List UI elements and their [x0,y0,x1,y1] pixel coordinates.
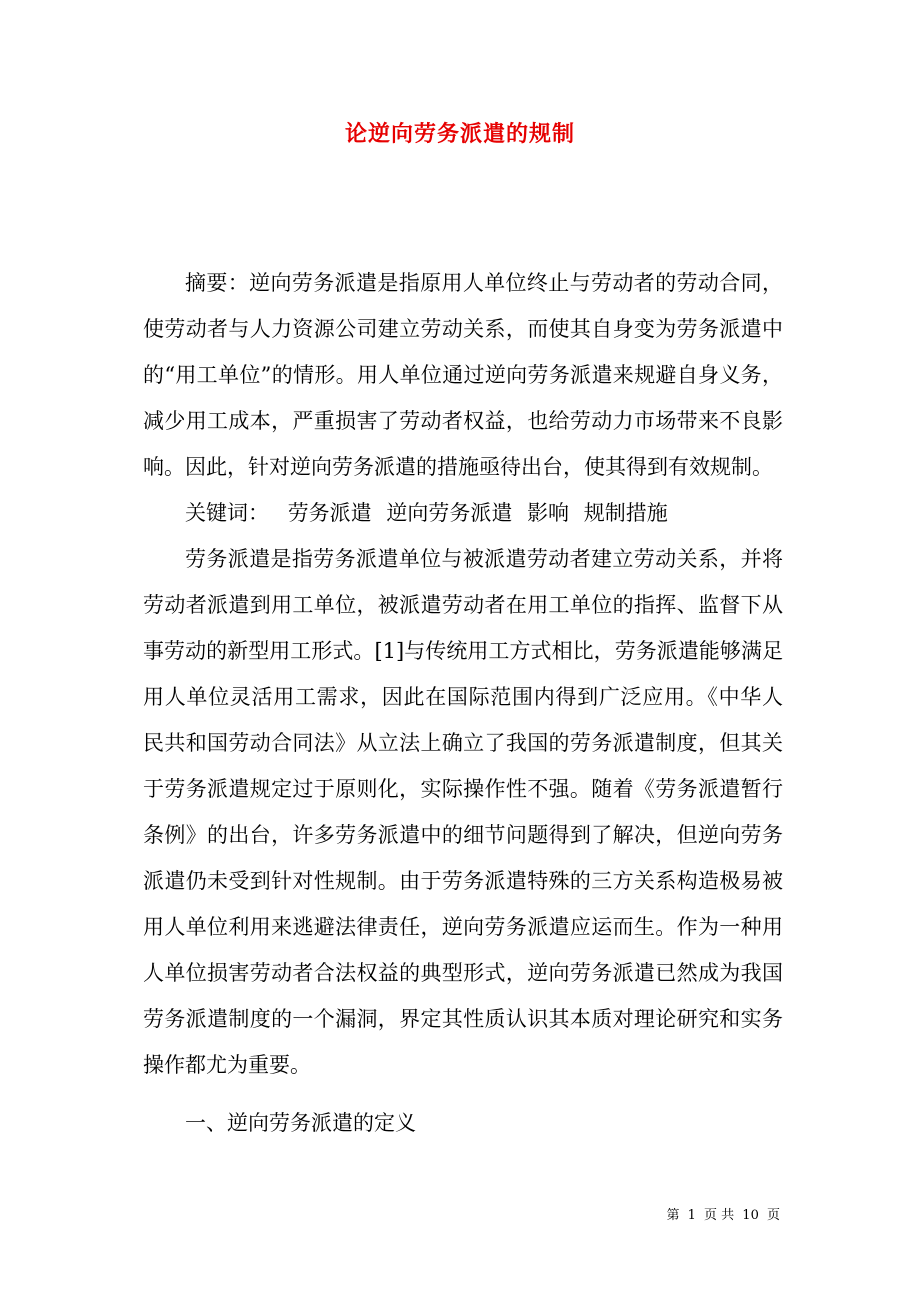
keywords-label: 关键词： [185,501,269,525]
keyword-item: 规制措施 [583,501,668,525]
page-suffix: 页 [766,1208,780,1223]
page-prefix: 第 [666,1208,680,1223]
body-paragraph: 劳务派遣是指劳务派遣单位与被派遣劳动者建立劳动关系，并将劳动者派遣到用工单位，被派遣劳动者在用工单位的指挥、监督下从事劳动的新型用工形式。[1]与传统用工方式相比，劳务派遣能够满足用人单位灵活用工需求，因此在国际范围内得到广泛应用。《中华人民共和国劳动合同法》从立法上确立了我国的劳务派遣制度，但其关于劳务派遣规定过于原则化，实际操作性不强。随着《劳务派遣暂行条例》的出台，许多劳务派遣中的细节问题得到了解决，但逆向劳务派遣仍未受到针对性规制。由于劳务派遣特殊的三方关系构造极易被用人单位利用来逃避法律责任，逆向劳务派遣应运而生。作为一种用人单位损害劳动者合法权益的典型形式，逆向劳务派遣已然成为我国劳务派遣制度的一个漏洞，界定其性质认识其本质对理论研究和实务操作都尤为重要。 [143,547,783,1077]
abstract-paragraph: 摘要：逆向劳务派遣是指原用人单位终止与劳动者的劳动合同，使劳动者与人力资源公司建立劳动关系，而使其自身变为劳务派遣中的“用工单位”的情形。用人单位通过逆向劳务派遣来规避自身义务，减少用工成本，严重损害了劳动者权益，也给劳动力市场带来不良影响。因此，针对逆向劳务派遣的措施亟待出台，使其得到有效规制。 [143,271,783,479]
keyword-item: 逆向劳务派遣 [386,501,513,525]
keyword-item: 影响 [527,501,570,525]
section-heading: 一、逆向劳务派遣的定义 [185,1111,416,1135]
keyword-item: 劳务派遣 [287,501,372,525]
total-pages-number: 10 [742,1208,759,1223]
current-page-number: 1 [687,1208,696,1223]
page-middle: 页 共 [704,1208,735,1223]
document-body [143,260,783,1146]
page-footer [0,1206,780,1226]
document-title: 论逆向劳务派遣的规制 [344,121,575,147]
keywords-line [143,490,783,536]
